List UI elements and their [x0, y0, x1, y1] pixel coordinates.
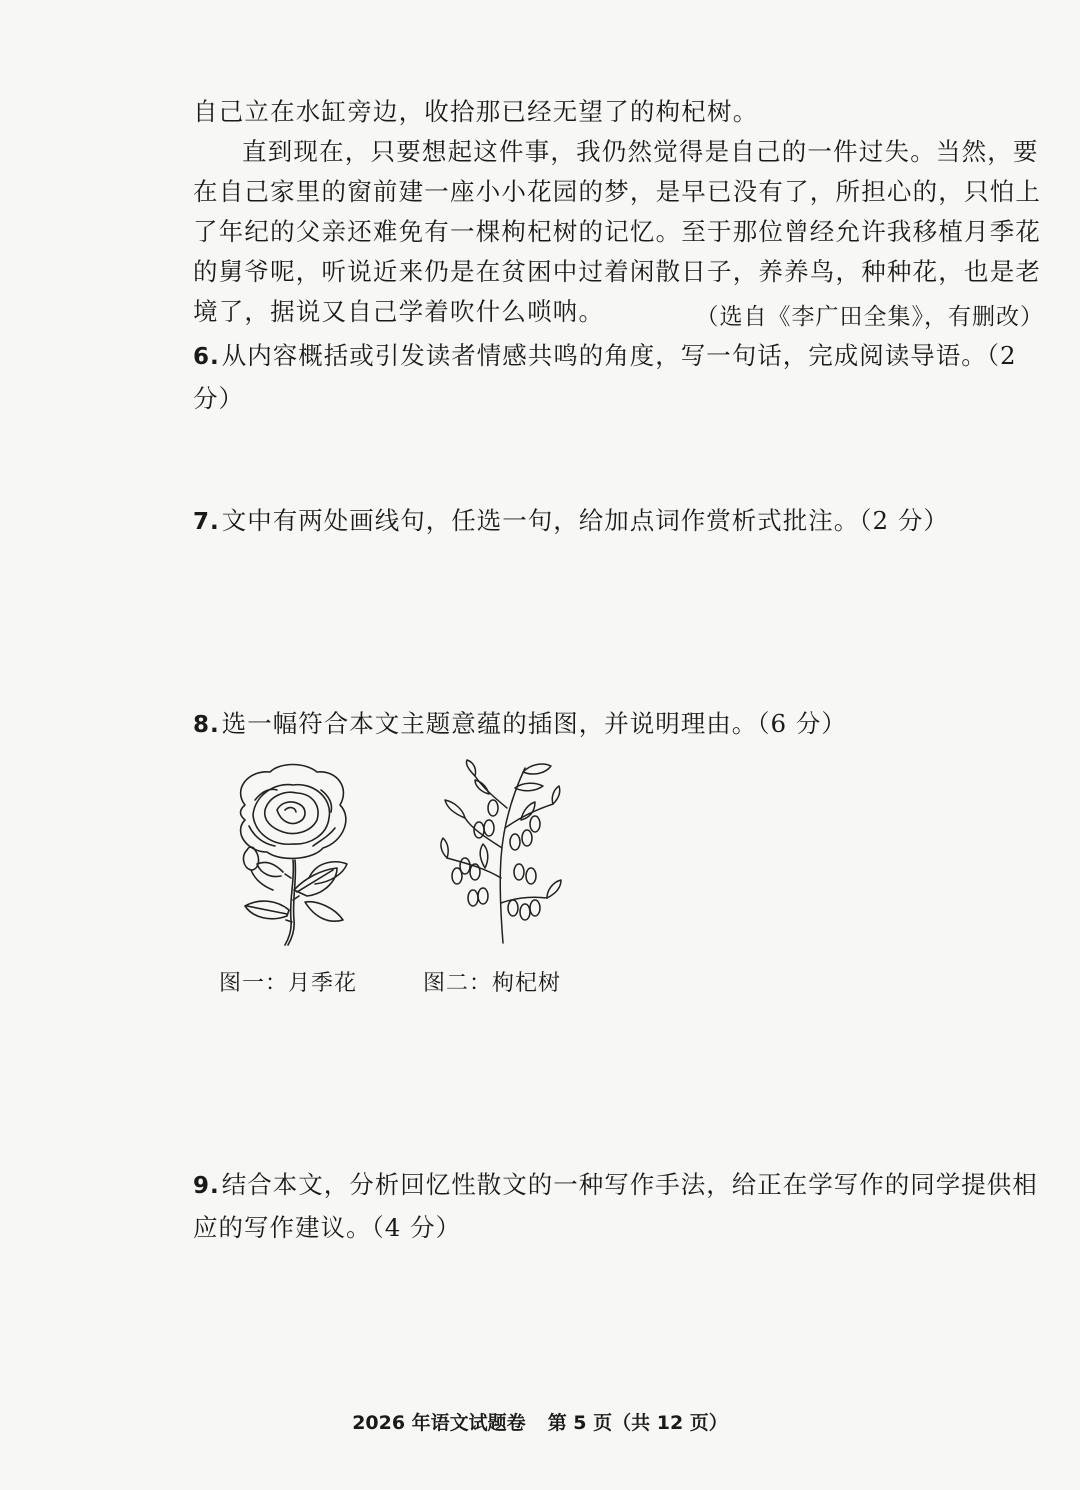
source-citation: （选自《李广田全集》，有删改）: [695, 304, 1044, 330]
question-9: [193, 1164, 1053, 1249]
question-6: [193, 335, 1053, 420]
goji-illustration: [435, 758, 565, 948]
figure-1-caption: 图一：月季花: [219, 971, 358, 996]
question-number: 9.: [193, 1173, 220, 1199]
question-text: 结合本文，分析回忆性散文的一种写作手法，给正在学写作的同学提供相应的写作建议。（4 分）: [193, 1170, 1038, 1242]
question-8: [193, 703, 1053, 746]
passage-paragraph: 直到现在，只要想起这件事，我仍然觉得是自己的一件过失。当然，要在自己家里的窗前建一座小小花园的梦，是早已没有了，所担心的，只怕上了年纪的父亲还难免有一棵枸杞树的记忆。至于那位曾经允许我移植月季花的舅爷呢，听说近来仍是在贫困中过着闲散日子，养养鸟，种种花，也是老境了，据说又自己学着吹什么唢呐。: [193, 137, 1042, 326]
question-number: 7.: [193, 509, 220, 535]
question-text: 从内容概括或引发读者情感共鸣的角度，写一句话，完成阅读导语。（2 分）: [193, 341, 1017, 413]
figure-2-caption: 图二：枸杞树: [423, 971, 562, 996]
question-number: 6.: [193, 344, 220, 370]
page-number: 第 5 页（共 12 页）: [547, 1412, 728, 1434]
question-number: 8.: [193, 712, 220, 738]
rose-illustration: [225, 760, 360, 950]
question-text: 文中有两处画线句，任选一句，给加点词作赏析式批注。（2 分）: [221, 506, 949, 535]
exam-title: 2026 年语文试题卷: [352, 1412, 526, 1434]
passage-line: 自己立在水缸旁边，收拾那已经无望了的枸杞树。: [193, 97, 759, 126]
question-7: [193, 500, 1053, 543]
question-text: 选一幅符合本文主题意蕴的插图，并说明理由。（6 分）: [221, 709, 847, 738]
page-footer: [0, 1408, 1080, 1435]
